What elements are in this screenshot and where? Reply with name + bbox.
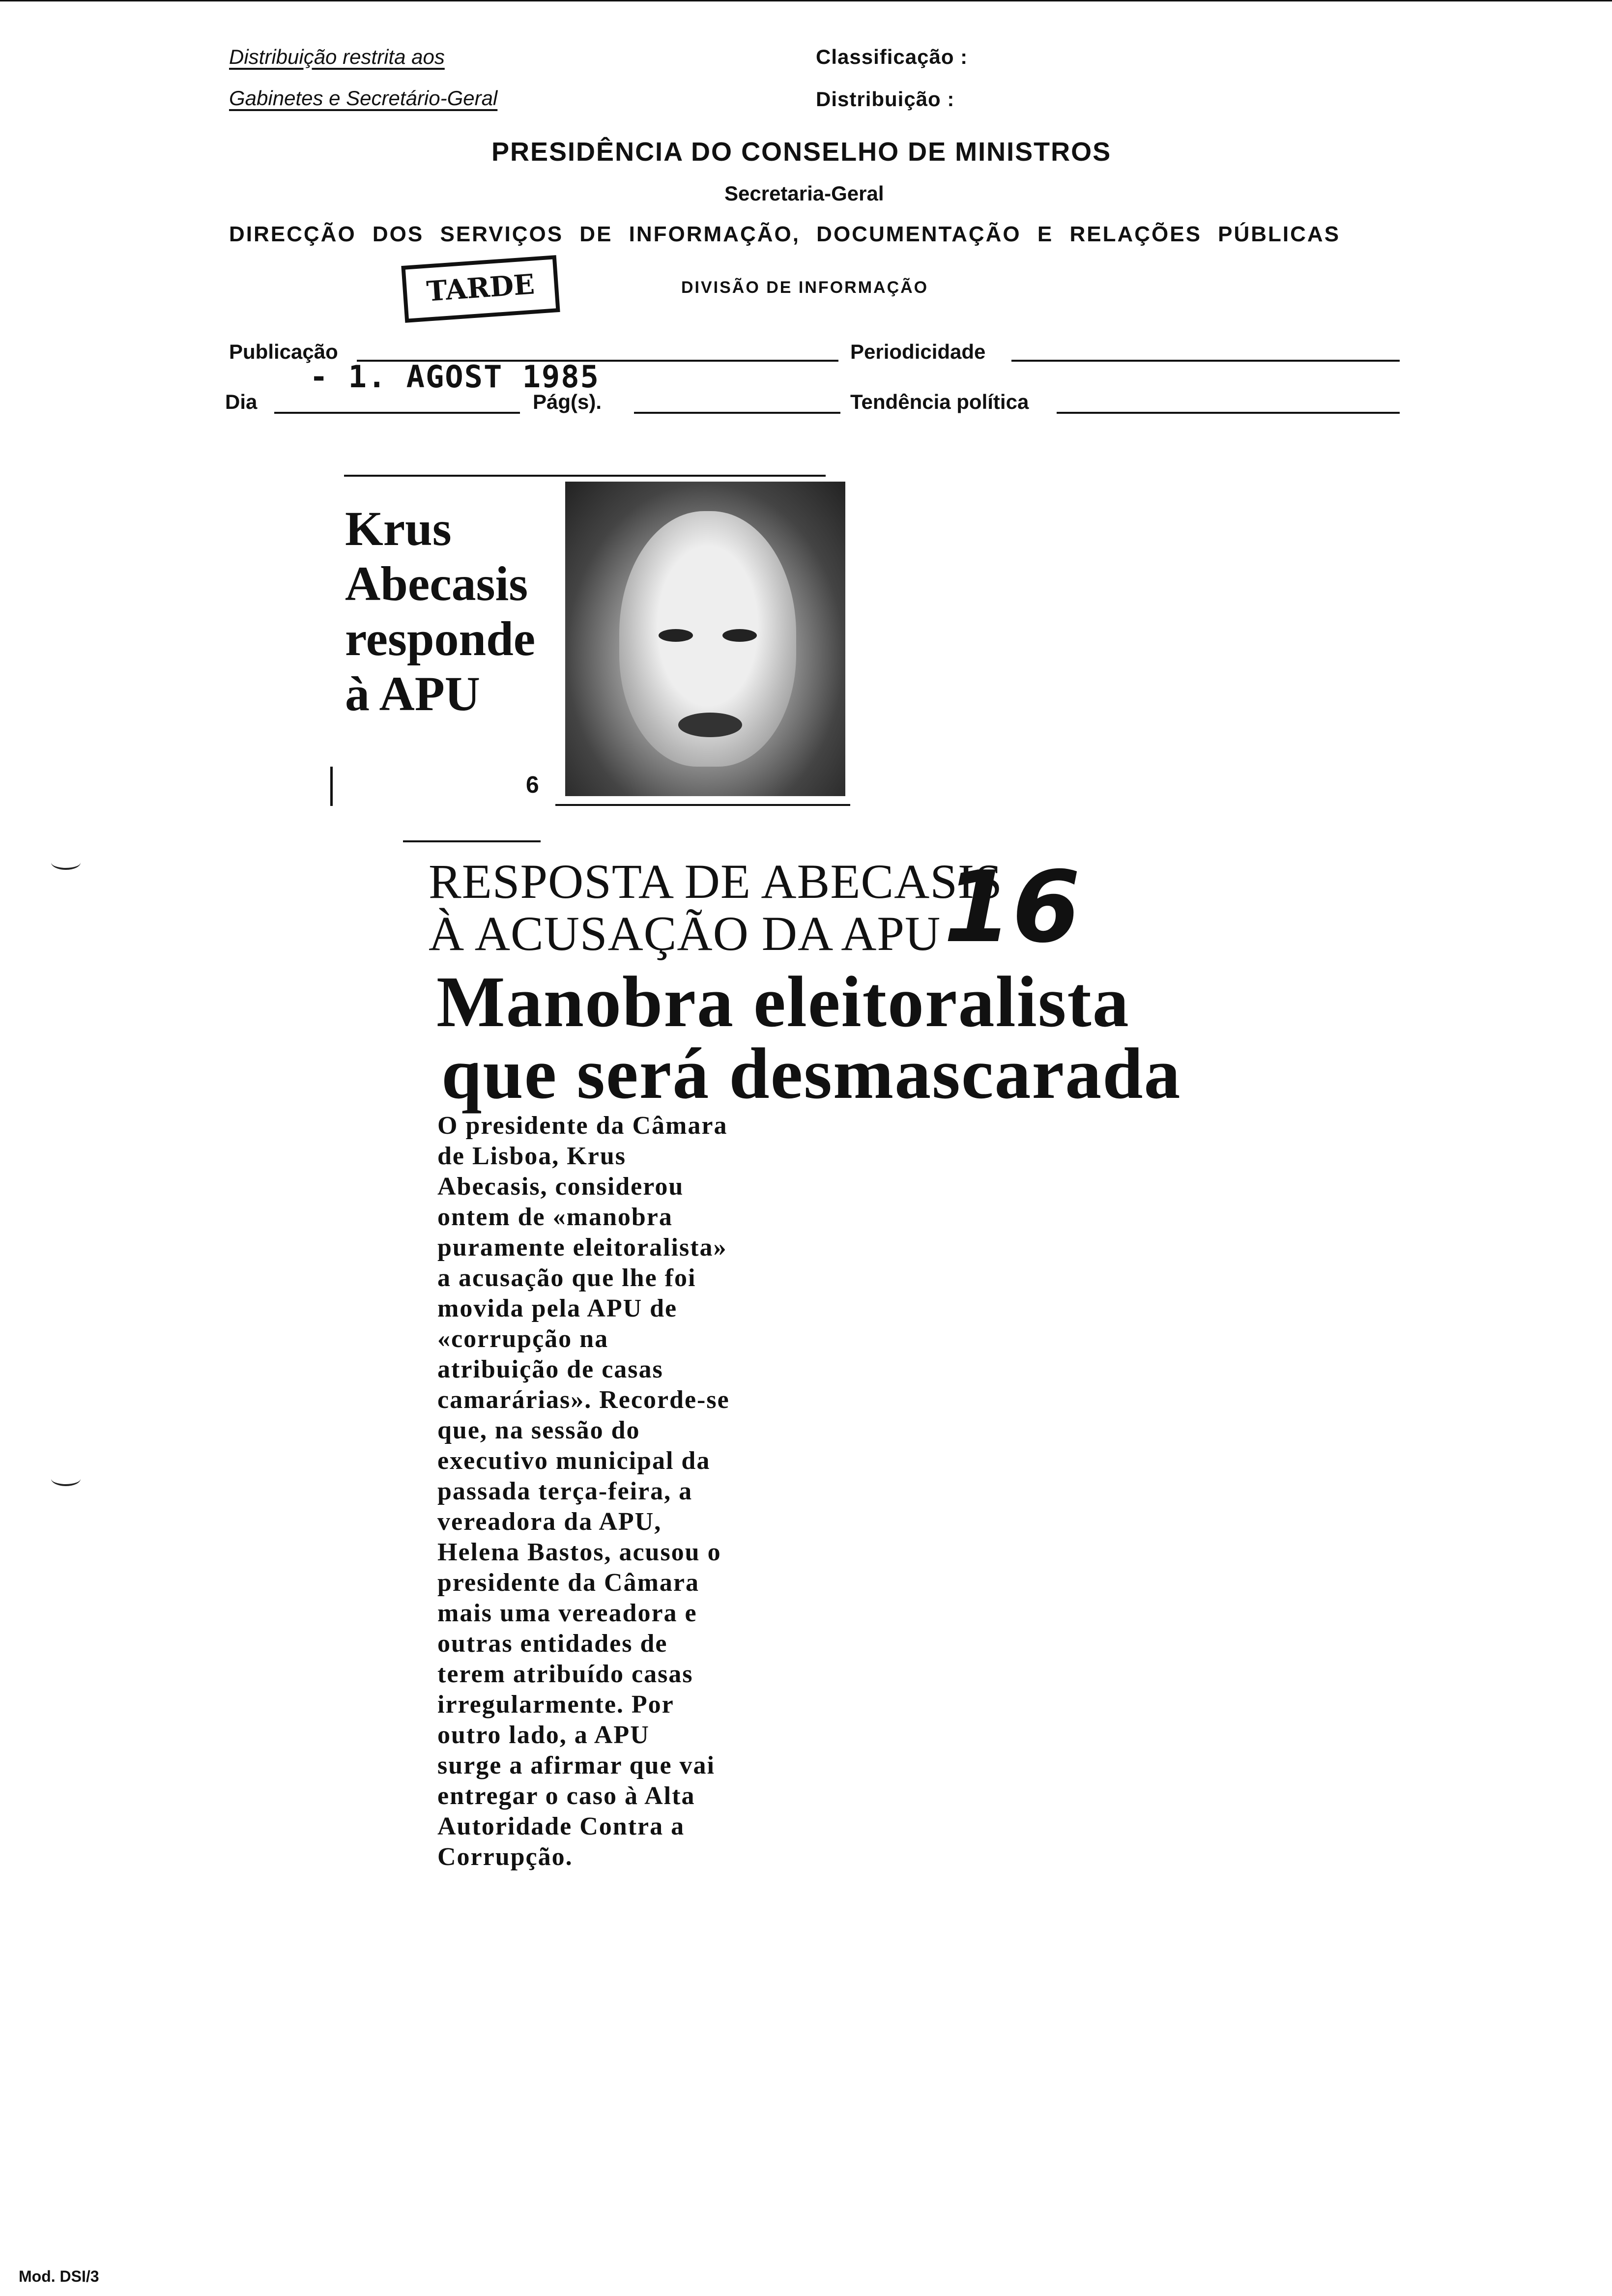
margin-mark — [51, 1471, 81, 1486]
tendencia-label: Tendência política — [850, 390, 1029, 413]
teaser-top-rule — [344, 475, 826, 477]
restricted-line-2: Gabinetes e Secretário-Geral — [229, 86, 498, 110]
portrait-eye — [659, 629, 693, 642]
teaser-headline — [345, 501, 535, 721]
periodicidade-line — [1011, 360, 1400, 362]
top-rule — [0, 0, 1612, 1]
portrait-eye — [722, 629, 757, 642]
distribuicao-label: Distribuição : — [816, 87, 955, 111]
division: DIVISÃO DE INFORMAÇÃO — [681, 278, 929, 297]
directorate: DIRECÇÃO DOS SERVIÇOS DE INFORMAÇÃO, DOCUMENTAÇÃO E RELAÇÕES PÚBLICAS — [229, 222, 1341, 246]
headline-line-1: Manobra eleitoralista — [436, 962, 1130, 1042]
date-stamp: - 1. AGOST 1985 — [310, 359, 600, 395]
teaser-bottom-rule — [555, 804, 850, 806]
teaser-page-ref: 6 — [526, 772, 539, 798]
kicker-line-1: RESPOSTA DE ABECASIS — [429, 854, 1003, 909]
teaser-line: Abecasis — [345, 556, 528, 611]
article-body: O presidente da Câmara de Lisboa, Krus Abecasis, considerou ontem de «manobra puramente eleitoralista» a acusação que lhe foi movida pela APU de «corrupção na atribuição de casas camarárias». Recorde-se que, na sessão do executivo municipal da passada terça-feira, a vereadora da APU, Helena Bastos, acusou o presidente da Câmara mais uma vereadora e outras entidades de terem atribuído casas irregularmente. Por outro lado, a APU surge a afirmar que vai entregar o caso à Alta Autoridade Contra a Corrupção. — [437, 1112, 730, 1871]
periodicidade-label: Periodicidade — [850, 340, 986, 363]
teaser-line: Krus — [345, 501, 452, 556]
kicker-line-2: À ACUSAÇÃO DA APU — [429, 906, 941, 961]
restricted-line-1: Distribuição restrita aos — [229, 45, 445, 68]
dia-label: Dia — [225, 390, 258, 413]
portrait-face — [619, 511, 796, 767]
teaser-left-mark — [330, 767, 333, 806]
tendencia-line — [1057, 412, 1400, 414]
pags-line — [634, 412, 840, 414]
form-code: Mod. DSI/3 — [19, 2267, 99, 2285]
portrait-photo — [565, 482, 845, 796]
publicacao-label: Publicação — [229, 340, 338, 363]
portrait-mouth — [678, 713, 742, 737]
headline-line-2: que será desmascarada — [441, 1033, 1181, 1114]
publication-stamp: TARDE — [401, 255, 560, 323]
page-title: PRESIDÊNCIA DO CONSELHO DE MINISTROS — [491, 137, 1112, 167]
margin-mark — [51, 855, 81, 870]
pags-label: Pág(s). — [533, 390, 602, 413]
article-top-rule — [403, 840, 541, 842]
teaser-line: à APU — [345, 666, 480, 721]
dia-line — [274, 412, 520, 414]
handwritten-page-mark: 16 — [944, 850, 1081, 965]
classificacao-label: Classificação : — [816, 45, 968, 68]
subtitle: Secretaria-Geral — [724, 182, 884, 205]
teaser-line: responde — [345, 611, 536, 666]
